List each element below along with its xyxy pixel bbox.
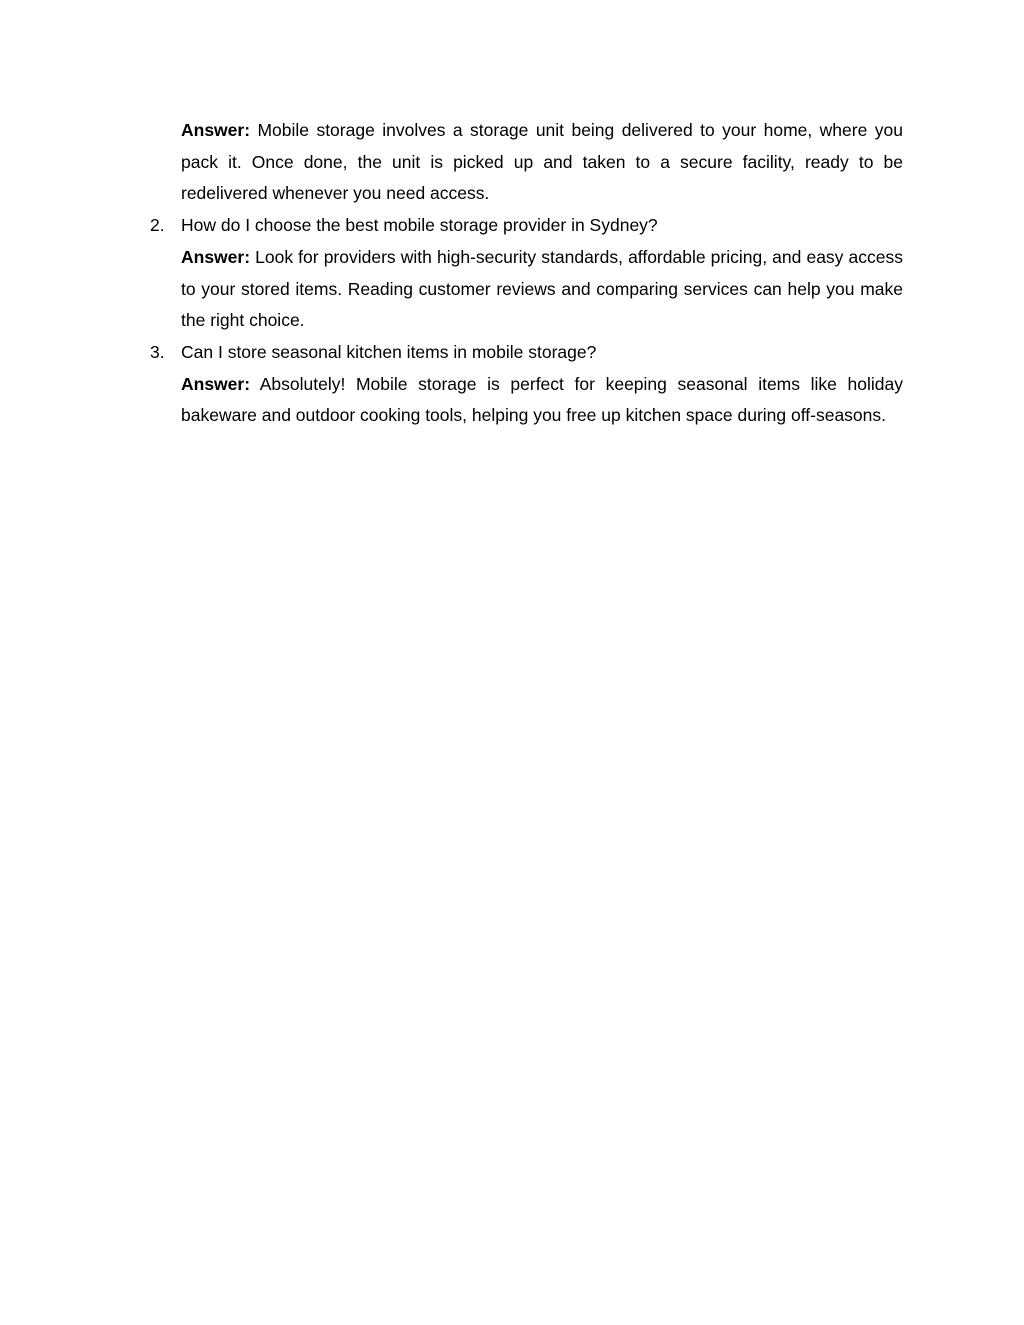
faq-list [150,115,903,432]
answer-text: Look for providers with high-security standards, affordable pricing, and easy access to your stored items. Reading customer reviews and comparing services can help you make the right choice. [181,246,903,331]
faq-question-3 [150,337,903,369]
answer-label: Answer: [181,373,251,394]
question-text: How do I choose the best mobile storage provider in Sydney? [181,215,658,236]
question-text: Can I store seasonal kitchen items in mobile storage? [181,341,597,362]
faq-question-2 [150,210,903,242]
faq-answer-1 [181,115,903,210]
answer-text: Absolutely! Mobile storage is perfect for keeping seasonal items like holiday bakeware and outdoor cooking tools, helping you free up kitchen space during off-seasons. [181,373,903,426]
question-number: 3. [150,341,165,362]
faq-answer-2 [181,242,903,337]
answer-text: Mobile storage involves a storage unit being delivered to your home, where you pack it. Once done, the unit is picked up and taken to a secure facility, ready to be redelivered whenever you need access. [181,120,903,204]
faq-answer-3 [181,369,903,432]
question-number: 2. [150,215,165,236]
answer-label: Answer: [181,120,251,140]
answer-label: Answer: [181,246,251,267]
